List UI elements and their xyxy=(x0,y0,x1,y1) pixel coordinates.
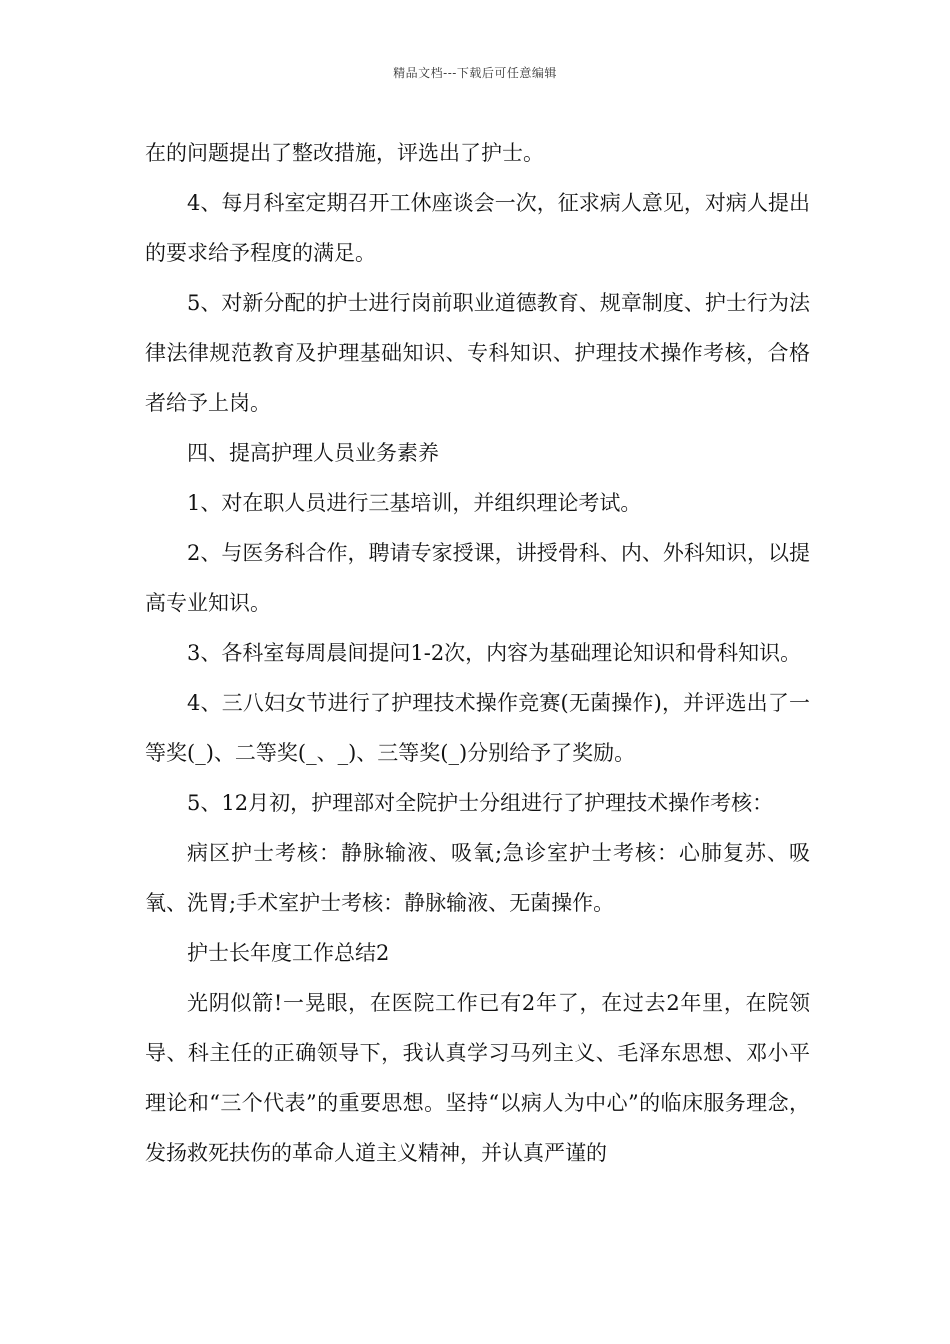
paragraph: 在的问题提出了整改措施，评选出了护士。 xyxy=(145,141,544,165)
paragraph: 病区护士考核：静脉输液、吸氧;急诊室护士考核：心肺复苏、吸氧、洗胃;手术室护士考核：静脉输液、无菌操作。 xyxy=(145,841,810,915)
paragraph: 5、对新分配的护士进行岗前职业道德教育、规章制度、护士行为法律法律规范教育及护理基础知识、专科知识、护理技术操作考核，合格者给予上岗。 xyxy=(145,291,810,415)
page-header: 精品文档---下载后可任意编辑 xyxy=(393,66,557,80)
paragraph: 4、每月科室定期召开工休座谈会一次，征求病人意见，对病人提出的要求给予程度的满足。 xyxy=(145,191,810,265)
paragraph: 1、对在职人员进行三基培训，并组织理论考试。 xyxy=(187,491,642,515)
paragraph: 5、12月初，护理部对全院护士分组进行了护理技术操作考核： xyxy=(187,791,774,815)
section-heading: 四、提高护理人员业务素养 xyxy=(187,441,439,465)
document-body xyxy=(145,128,810,1178)
section-title: 护士长年度工作总结2 xyxy=(187,941,390,965)
paragraph: 2、与医务科合作，聘请专家授课，讲授骨科、内、外科知识，以提高专业知识。 xyxy=(145,541,810,615)
paragraph: 光阴似箭!一晃眼，在医院工作已有2年了，在过去2年里，在院领导、科主任的正确领导下，我认真学习马列主义、毛泽东思想、邓小平理论和“三个代表”的重要思想。坚持“以病人为中心”的临床服务理念，发扬救死扶伤的革命人道主义精神，并认真严谨的 xyxy=(145,991,810,1165)
paragraph: 4、三八妇女节进行了护理技术操作竞赛(无菌操作)，并评选出了一等奖(_)、二等奖(_、_)、三等奖(_)分别给予了奖励。 xyxy=(145,691,810,765)
paragraph: 3、各科室每周晨间提问1-2次，内容为基础理论知识和骨科知识。 xyxy=(187,641,802,665)
